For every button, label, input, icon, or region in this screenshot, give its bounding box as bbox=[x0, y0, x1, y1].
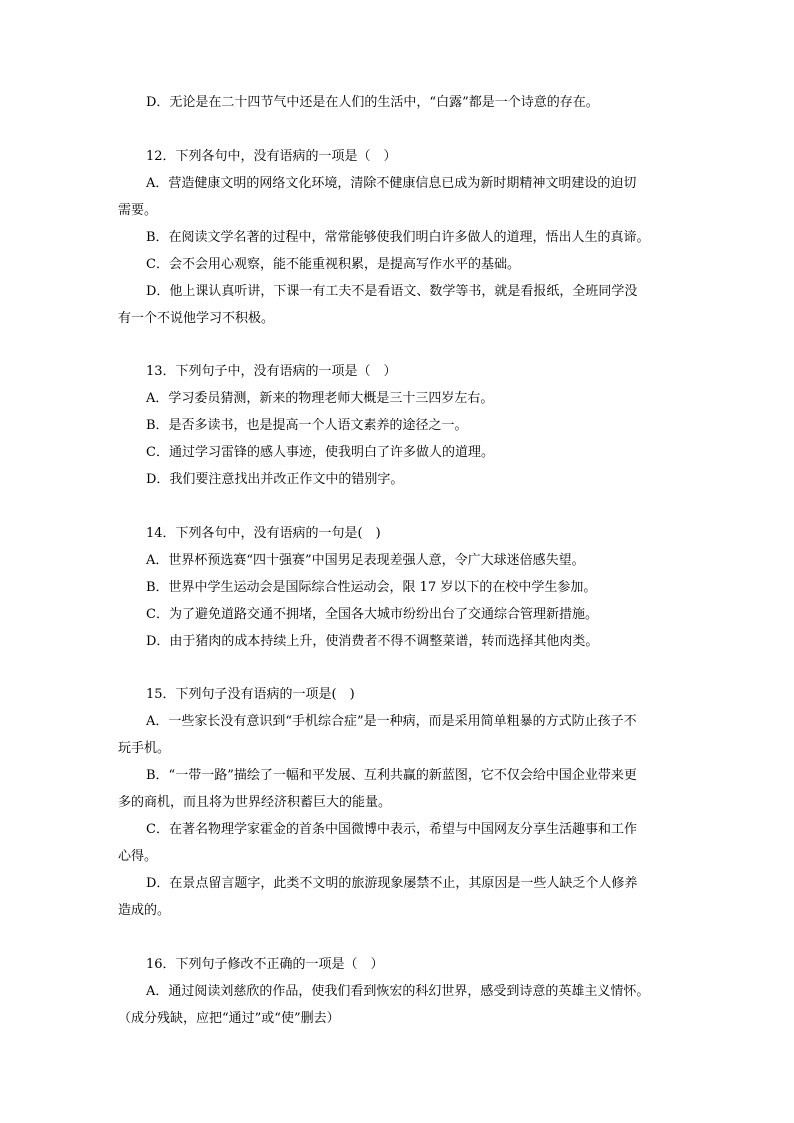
q12-option-d-cont: 有一个不说他学习不积极。 bbox=[118, 311, 275, 326]
q14-stem: 14．下列各句中，没有语病的一句是( ) bbox=[146, 526, 381, 541]
q12-option-a-cont: 需要。 bbox=[118, 203, 158, 218]
q13-option-c: C．通过学习雷锋的感人事迹，使我明白了许多做人的道理。 bbox=[146, 445, 494, 460]
q14-option-c: C．为了避免道路交通不拥堵，全国各大城市纷纷出台了交通综合管理新措施。 bbox=[146, 607, 598, 622]
q14-option-b: B．世界中学生运动会是国际综合性运动会，限 17 岁以下的在校中学生参加。 bbox=[146, 580, 597, 595]
q16-stem: 16．下列句子修改不正确的一项是（ ） bbox=[146, 957, 384, 972]
q15-option-d-cont: 造成的。 bbox=[118, 903, 171, 918]
q15-option-c-cont: 心得。 bbox=[118, 849, 158, 864]
q16-option-a-cont: （成分残缺，应把“通过”或“使”删去） bbox=[118, 1011, 340, 1026]
q13-option-b: B．是否多读书，也是提高一个人语文素养的途径之一。 bbox=[146, 418, 468, 433]
q12-stem: 12．下列各句中，没有语病的一项是（ ） bbox=[146, 149, 397, 164]
q14-option-a: A．世界杯预选赛“四十强赛”中国男足表现差强人意，令广大球迷倍感失望。 bbox=[146, 553, 585, 568]
q11-option-d: D．无论是在二十四节气中还是在人们的生活中，“白露”都是一个诗意的存在。 bbox=[146, 95, 599, 110]
q12-option-a: A．营造健康文明的网络文化环境，清除不健康信息已成为新时期精神文明建设的迫切 bbox=[146, 176, 637, 191]
q16-option-a: A．通过阅读刘慈欣的作品，使我们看到恢宏的科幻世界，感受到诗意的英雄主义情怀。 bbox=[146, 984, 650, 999]
q15-option-d: D．在景点留言题字，此类不文明的旅游现象屡禁不止，其原因是一些人缺乏个人修养 bbox=[146, 876, 638, 891]
q13-option-d: D．我们要注意找出并改正作文中的错别字。 bbox=[146, 472, 404, 487]
q15-option-b: B．“一带一路”描绘了一幅和平发展、互利共赢的新蓝图，它不仅会给中国企业带来更 bbox=[146, 768, 637, 783]
q15-option-c: C．在著名物理学家霍金的首条中国微博中表示，希望与中国网友分享生活趣事和工作 bbox=[146, 822, 637, 837]
q13-stem: 13．下列句子中，没有语病的一项是（ ） bbox=[146, 364, 397, 379]
q15-option-a-cont: 玩手机。 bbox=[118, 741, 171, 756]
q15-stem: 15．下列句子没有语病的一项是( ) bbox=[146, 687, 355, 702]
q15-option-a: A．一些家长没有意识到“手机综合症”是一种病，而是采用简单粗暴的方式防止孩子不 bbox=[146, 714, 637, 729]
q14-option-d: D．由于猪肉的成本持续上升，使消费者不得不调整菜谱，转而选择其他肉类。 bbox=[146, 634, 599, 649]
q12-option-d: D．他上课认真听讲，下课一有工夫不是看语文、数学等书，就是看报纸，全班同学没 bbox=[146, 284, 638, 299]
q15-option-b-cont: 多的商机，而且将为世界经济积蓄巨大的能量。 bbox=[118, 795, 392, 810]
q12-option-c: C．会不会用心观察，能不能重视积累，是提高写作水平的基础。 bbox=[146, 257, 520, 272]
q13-option-a: A．学习委员猜测，新来的物理老师大概是三十三四岁左右。 bbox=[146, 391, 494, 406]
q12-option-b: B．在阅读文学名著的过程中，常常能够使我们明白许多做人的道理，悟出人生的真谛。 bbox=[146, 230, 650, 245]
